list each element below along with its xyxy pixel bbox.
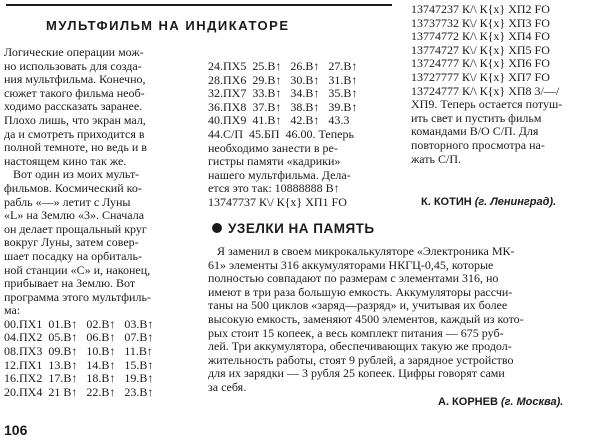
text-line: Вот один из моих мульт-	[4, 167, 140, 182]
text-line: вокруг Луны, затем совер-	[4, 235, 139, 250]
text-line: прибывает на Землю. Вот	[4, 276, 136, 291]
text-line: 28.ПХ6 29.В↑ 30.В↑ 31.В↑	[208, 72, 358, 87]
text-line: 61» элементы 316 аккумуляторами НКГЦ-0,45, которые	[208, 257, 494, 272]
text-line: 13724777 К/\ К{x} ХП6 FO	[411, 56, 550, 71]
author-name: К. КОТИН	[421, 196, 472, 208]
text-line: 13747737 К\/ К{x} ХП1 FO	[208, 194, 347, 209]
text-line: 00.ПХ1 01.В↑ 02.В↑ 03.В↑	[4, 316, 154, 331]
text-line: шает посадку на орбиталь-	[4, 248, 142, 263]
text-line: фильмов. Космический ко-	[4, 180, 142, 195]
text-line: но использовать для созда-	[4, 58, 142, 73]
text-line: гистры памяти «кадрики»	[208, 154, 341, 169]
text-line: ить свет и пустить фильм	[411, 110, 542, 125]
text-line: 13724777 К/\ К{x} ХП8 3/—/	[411, 83, 560, 98]
text-line: жать С/П.	[411, 151, 462, 166]
text-line: необходимо занести в ре-	[208, 140, 338, 155]
text-line: имеют в три раза большую емкость. Аккумуляторы рассчи-	[208, 284, 513, 299]
text-line: 04.ПХ2 05.В↑ 06.В↑ 07.В↑	[4, 330, 154, 345]
text-line: нашего мультфильма. Дела-	[208, 167, 351, 182]
text-line: рых стоит 15 копеек, а весь комплект питания — 675 руб-	[208, 325, 504, 340]
text-line: 08.ПХ3 09.В↑ 10.В↑ 11.В↑	[4, 344, 153, 359]
article-column-2	[208, 60, 408, 210]
text-line: ется это так: 10888888 В↑	[208, 181, 340, 196]
text-line: 13737732 К\/ К{x} ХП3 FO	[411, 15, 550, 30]
text-line: повторного просмотра на-	[411, 137, 545, 152]
author-name-2: А. КОРНЕВ	[438, 396, 498, 408]
text-line: 13774727 К\/ К{x} ХП5 FO	[411, 42, 550, 57]
text-line: 32.ПХ7 33.В↑ 34.В↑ 35.В↑	[208, 86, 358, 101]
article-column-3	[411, 3, 600, 166]
text-line: высокую емкость, заменяют 4500 элементов, каждый из кото-	[208, 311, 524, 326]
text-line: ходимо рассказать заранее.	[4, 99, 143, 114]
text-line: Плохо лишь, что экран мал,	[4, 112, 146, 127]
text-line: ной станции «С» и, наконец,	[4, 262, 151, 277]
text-line: сюжет такого фильма необ-	[4, 85, 145, 100]
text-line: ХП9. Теперь остается потуш-	[411, 97, 563, 112]
page-number: 106	[4, 422, 28, 438]
text-line: 20.ПХ4 21 В↑ 22.В↑ 23.В↑	[4, 384, 154, 399]
text-line: настоящем кино так же.	[4, 153, 127, 168]
text-line: «L» на Землю «3». Сначала	[4, 208, 145, 223]
text-line: Я заменил в своем микрокалькуляторе «Электроника МК-	[208, 244, 515, 258]
article-2-body	[208, 245, 600, 395]
text-line: за себя.	[208, 379, 247, 394]
text-line: 24.ПХ5 25.В↑ 26.В↑ 27.В↑	[208, 59, 358, 73]
text-line: 40.ПХ9 41.В↑ 42.В↑ 43.3	[208, 113, 350, 128]
text-line: для их зарядки — 3 рубля 25 копеек. Цифры говорят сами	[208, 366, 505, 381]
text-line: лей. Три аккумулятора, обеспечивающих такую же продол-	[208, 339, 512, 354]
text-line: да и смотреть приходится в	[4, 126, 145, 141]
author-city-2: (г. Москва).	[500, 396, 564, 408]
text-line: он делает прощальный круг	[4, 221, 147, 236]
text-line: 13747237 К/\ К{x} ХП2 FO	[411, 2, 550, 16]
bullet-dot-icon	[212, 223, 222, 233]
text-line: полностью совпадают по размерам с элементами 316, но	[208, 271, 499, 286]
text-line: Логические операции мож-	[4, 45, 144, 59]
text-line: рабль «—» летит с Луны	[4, 194, 131, 209]
text-line: командами В/О С/П. Для	[411, 124, 539, 139]
article-column-1	[4, 46, 208, 399]
article-author-signature-2	[438, 396, 563, 408]
text-line: 12.ПХ1 13.В↑ 14.В↑ 15.В↑	[4, 357, 154, 372]
article-author-signature	[421, 196, 556, 208]
text-line: 44.С/П 45.БП 46.00. Теперь	[208, 126, 354, 141]
article-title-2: УЗЕЛКИ НА ПАМЯТЬ	[212, 221, 375, 236]
author-city: (г. Ленинград).	[474, 196, 557, 208]
text-line: 16.ПХ2 17.В↑ 18.В↑ 19.В↑	[4, 371, 154, 386]
text-line: 13774772 К/\ К{x} ХП4 FO	[411, 29, 550, 44]
article-title: МУЛЬТФИЛЬМ НА ИНДИКАТОРЕ	[46, 18, 290, 33]
text-line: жительность работы, стоят 9 рублей, а зарядное устройство	[208, 352, 514, 367]
header-rule	[6, 4, 392, 6]
text-line: 13727777 К\/ К{x} ХП7 FO	[411, 69, 550, 84]
text-line: ния мультфильма. Конечно,	[4, 72, 146, 87]
text-line: ма:	[4, 303, 21, 318]
text-line: 36.ПХ8 37.В↑ 38.В↑ 39.В↑	[208, 99, 358, 114]
text-line: программа этого мультфиль-	[4, 289, 151, 304]
text-line: таны на 500 циклов «заряд—разряд» и, учитывая их более	[208, 298, 508, 313]
text-line: полной темноте, но ведь и в	[4, 140, 147, 155]
